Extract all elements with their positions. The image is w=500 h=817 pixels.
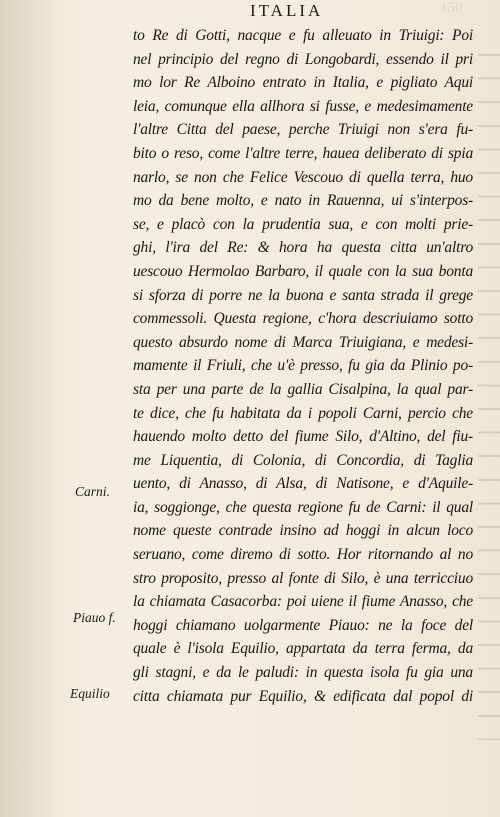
text-line: te dice, che fu habitata da i popoli Carni, percio che	[133, 404, 473, 422]
text-line: uescouo Hermolao Barbaro, il quale con la sua bonta	[133, 262, 473, 280]
text-line: stro proposito, presso al fonte di Silo, è una terricciuo	[133, 569, 473, 587]
text-line: to Re di Gotti, nacque e fu alleuato in Triuigi: Poi	[133, 27, 473, 44]
show-through-text	[478, 40, 500, 740]
text-line: la chiamata Casacorba: poi uiene il fiume Anasso, che	[133, 593, 473, 611]
text-line: nel principio del regno di Longobardi, essendo il pri	[133, 50, 473, 68]
text-line: leia, comunque ella allhora si fusse, e medesimamente	[133, 97, 473, 115]
text-line: mo lor Re Alboino entrato in Italia, e pigliato Aqui	[133, 74, 473, 92]
margin-note-equilio: Equilio	[70, 686, 110, 701]
text-line: quale è l'isola Equilio, appartata da terra ferma, da	[133, 640, 473, 658]
text-line: narlo, se non che Felice Vescouo di quella terra, huo	[133, 168, 473, 186]
text-line: commessoli. Questa regione, c'hora descriuiamo sotto	[133, 310, 473, 328]
text-line: se, e placò con la prudentia sua, e con molti prie-	[133, 215, 473, 233]
text-line: bito o reso, come l'altre terre, hauea deliberato di spia	[133, 144, 473, 162]
margin-note-piauo: Piauo f.	[73, 610, 116, 625]
text-line: questo absurdo nome di Marca Triuigiana, e medesi-	[133, 333, 473, 351]
text-line: ia, soggionge, che questa regione fu de Carni: il qual	[133, 498, 473, 516]
text-line: si sforza di porre ne la buona e santa strada il grege	[133, 286, 473, 304]
page-gutter-shadow	[0, 0, 60, 817]
text-line: hoggi chiamano uolgarmente Piauo: ne la foce del	[133, 616, 473, 634]
text-line: mo da bene molto, e nato in Rauenna, ui s'interpos-	[133, 192, 473, 210]
text-line: l'altre Citta del paese, perche Triuigi non s'era fu-	[133, 121, 473, 139]
running-head: ITALIA	[250, 1, 324, 20]
text-line: sta per una parte de la gallia Cisalpina, la qual par-	[133, 380, 473, 398]
text-line: hauendo molto detto del fiume Silo, d'Altino, del fiu-	[133, 428, 473, 446]
text-line: mamente il Friuli, che u'è presso, fu gia da Plinio po-	[133, 357, 473, 375]
text-line: me Liquentia, di Colonia, di Concordia, di Taglia	[133, 451, 473, 469]
text-line: citta chiamata pur Equilio, & edificata dal popol di	[133, 687, 473, 705]
text-line: uento, di Anasso, di Alsa, di Natisone, e d'Aquile-	[133, 475, 473, 493]
main-text-block	[133, 24, 473, 708]
text-line: seruano, come diremo di sotto. Hor ritornando al no	[133, 546, 473, 564]
text-line: nome queste contrade insino ad hoggi in alcun loco	[133, 522, 473, 540]
page-number: 150	[440, 0, 463, 16]
margin-note-carni: Carni.	[75, 484, 110, 499]
text-line: gli stagni, e da le paludi: in questa isola fu gia una	[133, 664, 473, 682]
text-line: ghi, l'ira del Re: & hora ha questa citta un'altro	[133, 239, 473, 257]
